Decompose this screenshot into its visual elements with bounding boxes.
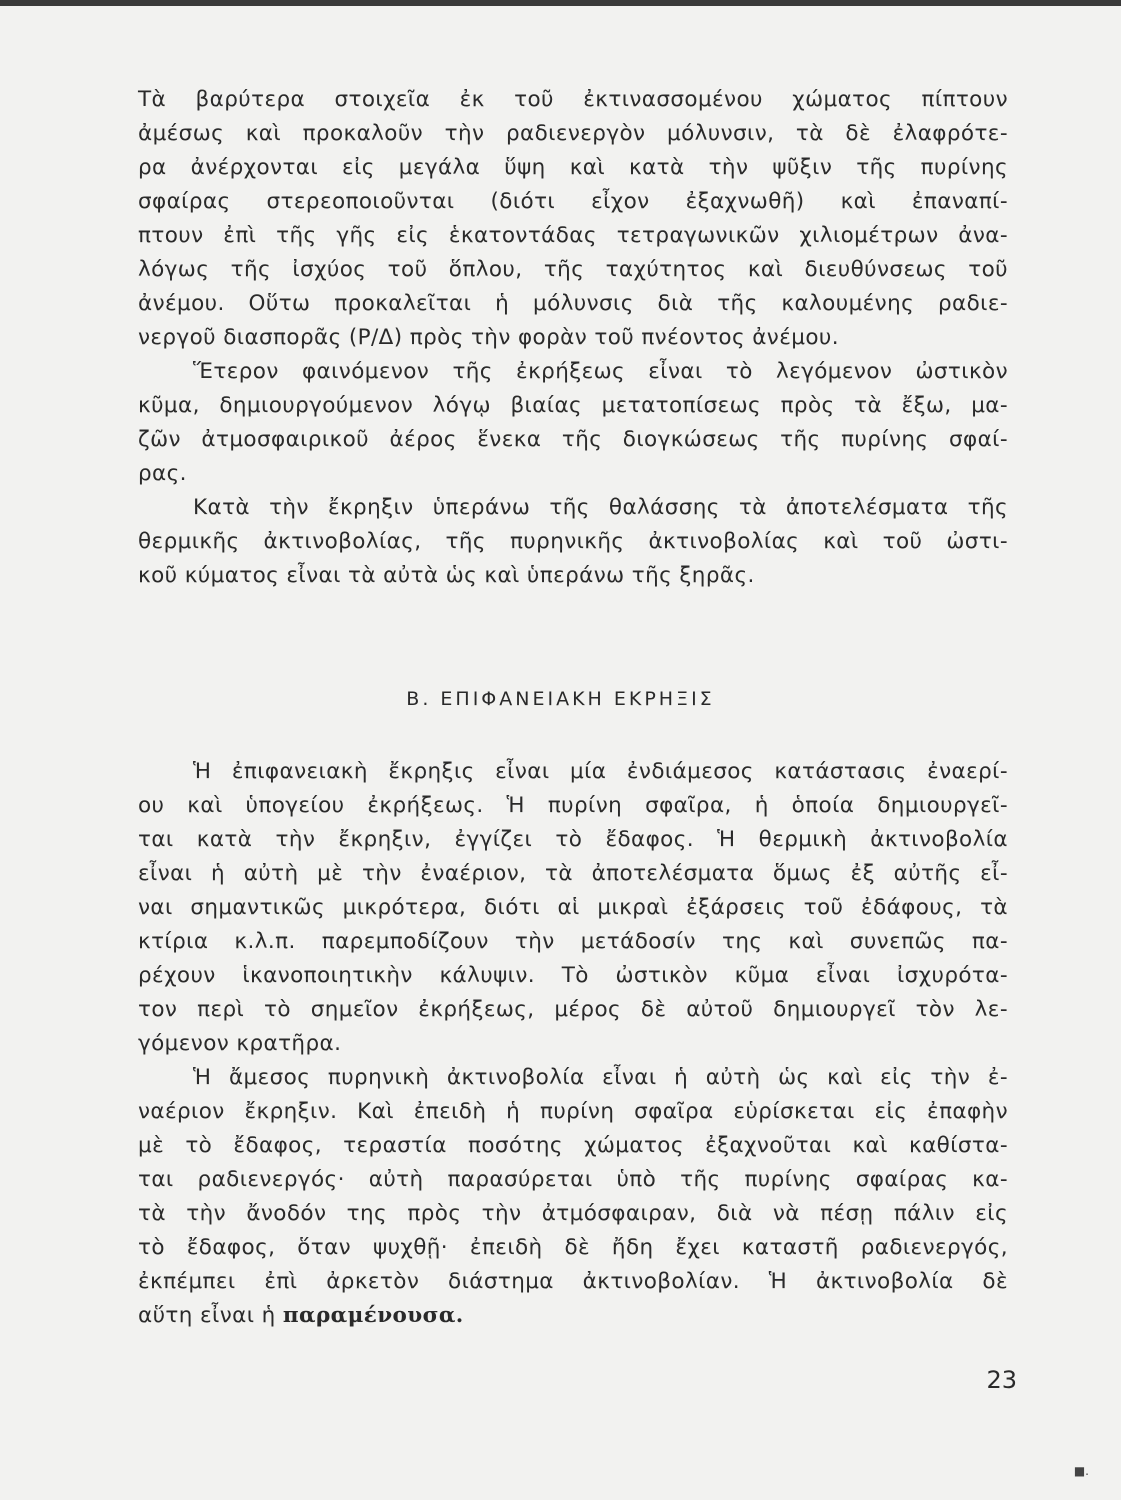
paragraph-line: τὸ ἔδαφος, ὅταν ψυχθῇ· ἐπειδὴ δὲ ἤδη ἔχει καταστῆ ραδιενεργός,: [138, 1235, 1008, 1260]
paragraph-line: πτουν ἐπὶ τῆς γῆς εἰς ἑκατοντάδας τετραγωνικῶν χιλιομέτρων ἀνα-: [138, 223, 1008, 248]
paragraph-final-line: [138, 1299, 1008, 1333]
paragraph-line: Ἡ ἄμεσος πυρηνικὴ ἀκτινοβολία εἶναι ἡ αὐτὴ ὡς καὶ εἰς τὴν ἐ-: [193, 1065, 1008, 1090]
page-top-edge: [0, 0, 1121, 6]
paragraph-line: νεργοῦ διασπορᾶς (Ρ/Δ) πρὸς τὴν φορὰν τοῦ πνέοντος ἀνέμου.: [138, 325, 839, 350]
paragraph-line: κῦμα, δημιουργούμενον λόγῳ βιαίας μετατοπίσεως πρὸς τὰ ἔξω, μα-: [138, 393, 1008, 418]
paragraph-line: τὰ τὴν ἄνοδόν της πρὸς τὴν ἀτμόσφαιραν, διὰ νὰ πέσῃ πάλιν εἰς: [138, 1201, 1008, 1226]
paragraph-line: θερμικῆς ἀκτινοβολίας, τῆς πυρηνικῆς ἀκτινοβολίας καὶ τοῦ ὠστι-: [138, 529, 1008, 554]
page-number: 23: [986, 1366, 1017, 1394]
paragraph-line: κτίρια κ.λ.π. παρεμποδίζουν τὴν μετάδοσίν της καὶ συνεπῶς πα-: [138, 929, 1008, 954]
paragraph-line: ἀνέμου. Οὕτω προκαλεῖται ἡ μόλυνσις διὰ τῆς καλουμένης ραδιε-: [138, 291, 1008, 316]
paragraph-line: ἐκπέμπει ἐπὶ ἀρκετὸν διάστημα ἀκτινοβολίαν. Ἡ ἀκτινοβολία δὲ: [138, 1269, 1008, 1294]
emphasized-word: παραμένουσα.: [282, 1303, 464, 1328]
final-line-text: αὕτη εἶναι ἡ: [138, 1303, 283, 1328]
paragraph-line: ρέχουν ἱκανοποιητικὴν κάλυψιν. Τὸ ὠστικὸν κῦμα εἶναι ἰσχυρότα-: [138, 963, 1008, 988]
paragraph-line: Ἡ ἐπιφανειακὴ ἔκρηξις εἶναι μία ἐνδιάμεσος κατάστασις ἐναερί-: [193, 759, 1008, 784]
paragraph-line: ρας.: [138, 461, 187, 486]
paragraph-line: ἀμέσως καὶ προκαλοῦν τὴν ραδιενεργὸν μόλυνσιν, τὰ δὲ ἐλαφρότε-: [138, 121, 1008, 146]
paragraph-line: εἶναι ἡ αὐτὴ μὲ τὴν ἐναέριον, τὰ ἀποτελέσματα ὅμως ἐξ αὐτῆς εἶ-: [138, 861, 1008, 886]
paragraph-line: λόγως τῆς ἰσχύος τοῦ ὅπλου, τῆς ταχύτητος καὶ διευθύνσεως τοῦ: [138, 257, 1008, 282]
paragraph-line: κοῦ κύματος εἶναι τὰ αὐτὰ ὡς καὶ ὑπεράνω τῆς ξηρᾶς.: [138, 563, 755, 588]
paragraph-line: ται ραδιενεργός· αὐτὴ παρασύρεται ὑπὸ τῆς πυρίνης σφαίρας κα-: [138, 1167, 1008, 1192]
paragraph-line: ζῶν ἀτμοσφαιρικοῦ ἀέρος ἕνεκα τῆς διογκώσεως τῆς πυρίνης σφαί-: [138, 427, 1008, 452]
paragraph-line: Κατὰ τὴν ἔκρηξιν ὑπεράνω τῆς θαλάσσης τὰ ἀποτελέσματα τῆς: [193, 495, 1008, 520]
section-a-text: [138, 83, 1008, 593]
paragraph-line: ρα ἀνέρχονται εἰς μεγάλα ὕψη καὶ κατὰ τὴν ψῦξιν τῆς πυρίνης: [138, 155, 1008, 180]
section-heading: Β. ΕΠΙΦΑΝΕΙΑΚΗ ΕΚΡΗΞΙΣ: [406, 688, 715, 710]
paragraph-line: Τὰ βαρύτερα στοιχεῖα ἐκ τοῦ ἐκτινασσομένου χώματος πίπτουν: [138, 87, 1008, 112]
paragraph-line: μὲ τὸ ἔδαφος, τεραστία ποσότης χώματος ἐξαχνοῦται καὶ καθίστα-: [138, 1133, 1008, 1158]
paragraph-line: ται κατὰ τὴν ἔκρηξιν, ἐγγίζει τὸ ἔδαφος. Ἡ θερμικὴ ἀκτινοβολία: [138, 827, 1008, 852]
section-b-text: [138, 755, 1008, 1333]
paragraph-line: γόμενον κρατῆρα.: [138, 1031, 342, 1056]
paragraph-line: ναέριον ἔκρηξιν. Καὶ ἐπειδὴ ἡ πυρίνη σφαῖρα εὑρίσκεται εἰς ἐπαφὴν: [138, 1099, 1008, 1124]
paragraph-line: τον περὶ τὸ σημεῖον ἐκρήξεως, μέρος δὲ αὐτοῦ δημιουργεῖ τὸν λε-: [138, 997, 1008, 1022]
paragraph-line: σφαίρας στερεοποιοῦνται (διότι εἶχον ἐξαχνωθῆ) καὶ ἐπαναπί-: [138, 189, 1008, 214]
paragraph-line: Ἕτερον φαινόμενον τῆς ἐκρήξεως εἶναι τὸ λεγόμενον ὠστικὸν: [193, 359, 1008, 384]
paragraph-line: ναι σημαντικῶς μικρότερα, διότι αἱ μικραὶ ἐξάρσεις τοῦ ἐδάφους, τὰ: [138, 895, 1008, 920]
paragraph-line: ου καὶ ὑπογείου ἐκρήξεως. Ἡ πυρίνη σφαῖρα, ἡ ὁποία δημιουργεῖ-: [138, 793, 1008, 818]
corner-mark: ■.: [1073, 1464, 1089, 1478]
